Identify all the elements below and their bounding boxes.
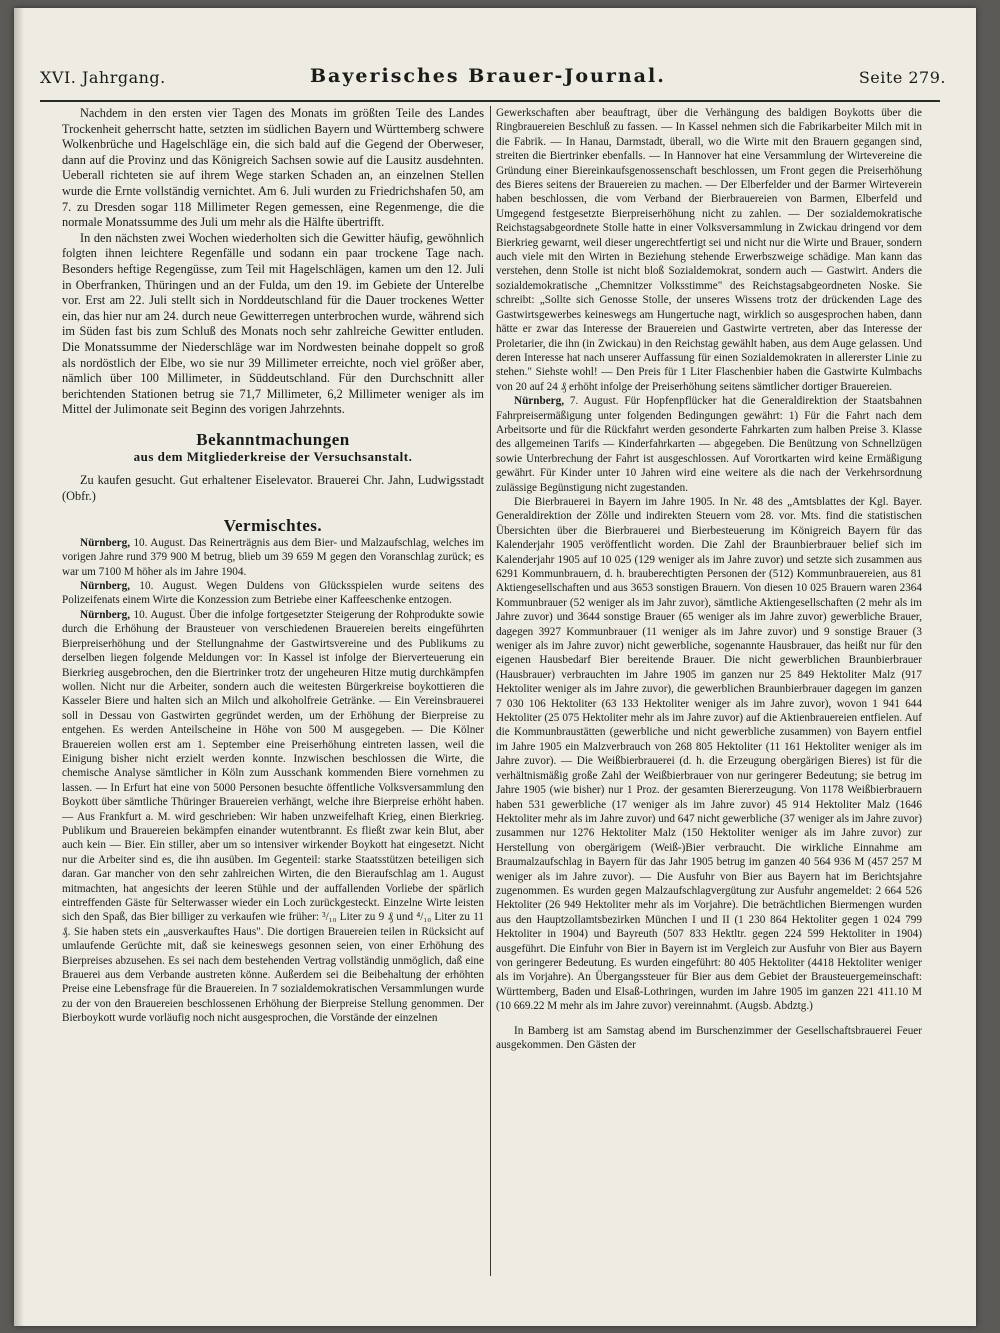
header-rule [40,100,940,102]
announcement-text: Zu kaufen gesucht. Gut erhaltener Eiselevator. Brauerei Chr. Jahn, Ludwigsstadt (Obfr.) [62,473,484,503]
newspaper-page [14,8,976,1326]
weather-paragraph-2: In den nächsten zwei Wochen wiederholten sich die Gewitter häufig, gewöhnlich folgten ihnen leichtere Regenfälle und sodann ein paar trockene Tage nach. Besonders heftige Regengüsse, zum Teil mit Hagelschlägen, kamen um den 12. Juli in Oberfranken, Thüringen und an der Fulda, um den 19. im Gebiete der Unterelbe vor. Erst am 22. Juli stellt sich in Norddeutschland für die Dauer trockenes Wetter ein, das hier nur am 24. durch neue Gewitterregen unterbrochen wurde, während sich im Süden fast bis zum Schluß des Monats noch sehr zahlreiche Gewitter entluden. Die Monatssumme der Niederschläge war im Nordwesten beinahe doppelt so groß als nordöstlich der Elbe, wo sie nur 39 Millimeter erreichte, noch viel größer aber, nämlich über 100 Millimeter, in Süddeutschland. Für den Durchschnitt aller berichtenden Stationen betrug sie 71,7 Millimeter, 6,2 Millimeter weniger als im Mittel der Julimonate seit Beginn des vorigen Jahrzehnts. [62,230,484,417]
news-item [496,394,922,495]
news-text: 10. August. Das Reinerträgnis aus dem Bier- und Malzaufschlag, welches im vorigen Jahre rund 379 900 M betrug, blieb um 39 659 M gegen den Voranschlag zurück; es war um 7100 M höher als im Jahre 1904. [62,536,484,578]
news-continuation: Gewerkschaften aber beauftragt, über die Verhängung des baldigen Boykotts über die Ringbrauereien Beschluß zu fassen. — In Kassel nehmen sich die Fabrikarbeiter Milch mit in die Fabrik. — In Hanau, Darmstadt, überall, wo die Wirte mit den Brauern gegangen sind, streiten die Biertrinker ebenfalls. — In Hannover hat eine Versammlung der Wirtevereine die Gründung einer Biereinkaufsgenossenschaft beschlossen, um Front gegen die Preiserhöhung des Bieres seitens der Brauereien zu machen. — Der Elberfelder und der Barmer Wirteverein haben beschlossen, die vom Verband der Bierbrauereien von Barmen, Elberfeld und Umgegend festgesetzte Bierpreiserhöhung nicht zu zahlen. — Der sozialdemokratische Reichstagsabgeordnete Stolle hatte in einer Volksversammlung in Zwickau dringend vor dem Bierkrieg gewarnt, weil dieser ungerechtfertigt sei und nicht nur die Wirte und Brauer, sondern auch viele mit den Wirten in Beziehung stehende Erwerbszweige schädige. Man kann das verstehen, denn Stolle ist nicht bloß Sozialdemokrat, sondern auch — Gastwirt. Anders die sozialdemokratische „Chemnitzer Volksstimme" des Reichstagsabgeordneten Noske. Sie schreibt: „Sollte sich Genosse Stolle, der unseres Wissens trotz der drückenden Lage des Gastwirtsgewerbes keineswegs am Hungertuche nagt, wirklich so ausgesprochen haben, dann hätte er zwar das Interesse der Brauereien und Gastwirte vertreten, aber das Interesse der Proletarier, die ihn (in Zwickau) in den Reichstag gewählt haben, aus dem Auge gelassen. Und deren Interesse hat nach unserer Auffassung für einen Sozialdemokraten in allererster Linie zu stehen." Siehste wohl! — Den Preis für 1 Liter Flaschenbier haben die Gastwirte Kulmbachs von 20 auf 24 ₰ erhöht infolge der Preiserhöhung seitens sämtlicher dortiger Brauereien. [496,107,922,393]
left-column [62,106,484,1276]
news-text: 10. August. Wegen Duldens von Glücksspielen wurde seitens des Polizeifenats einem Wirte die Konzession zum Betriebe einer Kaffeeschenke entzogen. [62,580,484,607]
dateline: Nürnberg, [80,608,131,621]
news-text: 7. August. Für Hopfenpflücker hat die Generaldirektion der Staatsbahnen Fahrpreisermäßigung unter folgenden Bedingungen gewährt: 1) Für die Fahrt nach dem Arbeitsorte und für die Rückfahrt werden gesonderte Fahrkarten zum halben Preise 3. Klasse des allgemeinen Tarifs — Kinderfahrkarten — abgegeben. Die Benützung von Schnellzügen sowie Unterbrechung der Fahrt ist ausgeschlossen. Auf Vorortkarten wird keine Ermäßigung gewährt. Für Kinder unter 10 Jahren wird eine weitere als die nach der Verkehrsordnung zulässige Begünstigung nicht zugestanden. [496,395,922,494]
page-header [40,65,946,98]
journal-title: Bayerisches Brauer-Journal. [310,65,666,87]
section-subheading: aus dem Mitgliederkreise der Versuchsanstalt. [133,449,413,465]
dateline: Nürnberg, [80,536,131,549]
section-heading-bekanntmachungen: Bekanntmachungen [196,429,350,449]
section-heading-vermischtes: Vermischtes. [223,516,323,536]
news-item [62,579,484,608]
column-divider [490,106,491,1276]
weather-paragraph-1: Nachdem in den ersten vier Tagen des Monats im größten Teile des Landes Trockenheit geherrscht hatte, setzten im südlichen Bayern und Württemberg schwere Wolkenbrüche und Hagelschläge ein, die sich bald auf die Gegend der Oberweser, dann auf die Provinz und das Königreich Sachsen sowie auf die Lausitz ausdehnten. Ueberall richteten sie auf ihrem Wege starken Schaden an, an einzelnen Stellen wurde die Ernte vollständig vernichtet. Am 6. Juli wurden zu Friedrichshafen 50, am 7. zu Dresden sogar 118 Millimeter Regen gemessen, eine Regenmenge, die die normale Monatssumme des Juli um mehr als die Hälfte übertrifft. [62,106,484,230]
bamberg-fire-paragraph: In Bamberg ist am Samstag abend im Burschenzimmer der Gesellschaftsbrauerei Feuer ausgekommen. Den Gästen der [496,1024,922,1051]
brewery-statistics-paragraph: Die Bierbrauerei in Bayern im Jahre 1905. In Nr. 48 des „Amtsblattes der Kgl. Bayer. Generaldirektion der Zölle und indirekten Steuern vom 28. vor. Mts. find die statistischen Übersichten über die Bierbrauerei und Bierbesteuerung im Königreich Bayern für das Kalenderjahr 1905 veröffentlicht worden. Die Zahl der Braunbierbrauer belief sich im Kalenderjahr 1905 auf 10 025 (129 weniger als im Jahre zuvor) und setzte sich zusammen aus 6291 Kommunbrauern, d. h. brauberechtigten Personen der (512) Kommunbrauereien, aus 81 Aktiengesellschaften und aus 3653 sonstigen Brauern. Von diesen 10 025 Brauern waren 2364 Kommunbrauer (52 weniger als im Jahr zuvor), sämtliche Aktiengesellschaften (2 mehr als im Jahre zuvor) und 3644 sonstige Brauer (65 weniger als im Jahre zuvor) gewerbliche Brauer, dagegen 3927 Kommunbrauer (11 weniger als im Jahre zuvor) und 9 sonstige Brauer (3 weniger als im Jahre zuvor) nicht gewerbliche, sogenannte Hausbrauer, das heißt nur für den eigenen Hausbedarf Bier bereitende Brauer. Die nicht gewerblichen Braunbierbrauer (Hausbrauer) verbrauchten im Jahre 1905 im ganzen nur 25 849 Hektoliter Malz (917 Hektoliter weniger als im Jahre zuvor), die gewerblichen Braunbierbrauer dagegen im ganzen 7 030 106 Hektoliter (63 133 Hektoliter weniger als im Jahre zuvor), wovon 1 941 644 Hektoliter (25 075 Hektoliter mehr als im Jahre zuvor) auf die Aktienbrauereien entfielen. Auf die Kommunbraustätten (gewerbliche und nicht gewerbliche zusammen) von Bayern entfiel im Jahre 1905 ein Malzverbrauch von 268 805 Hektoliter (11 161 Hektoliter weniger als im Jahre zuvor). — Die Weißbierbrauerei (d. h. die Erzeugung obergärigen Bieres) ist für die verhältnismäßig große Zahl der Weißbierbrauer von nur geringerer Bedeutung; sie betrug im Jahre 1905 (wie bisher) nur 1 Proz. der gesamten Biererzeugung. Von 1178 Weißbierbrauern haben 531 gewerbliche (17 weniger als im Jahre zuvor) 45 914 Hektoliter Malz (1646 Hektoliter mehr als im Jahre zuvor) und 647 nicht gewerbliche (37 weniger als im Jahre zuvor) zusammen nur 1276 Hektoliter Malz (150 Hektoliter weniger als im Jahre zuvor) zur Herstellung von obergärigem (Weiß-)Bier verbraucht. Die wirkliche Einnahme am Braumalzaufschlag in Bayern für das Jahr 1905 betrug im ganzen 40 564 936 M (457 257 M weniger als im Jahre zuvor). — Die Ausfuhr von Bier aus Bayern hat im Berichtsjahre zugenommen. Es wurden gegen Malzaufschlagvergütung zur Ausfuhr angemeldet: 2 664 526 Hektoliter (26 949 Hektoliter mehr als im Vorjahre). Die beträchtlichen Biermengen wurden aus den Hauptzollamtsbezirken München I und II (1 230 864 Hektoliter gegen 1 024 799 Hektoliter in 1904) und Bayreuth (507 833 Hektltr. gegen 224 599 Hektoliter in 1904) ausgeführt. Die Einfuhr von Bier in Bayern ist im Vergleich zur Ausfuhr von Bier aus Bayern von geringerer Bedeutung. Es wurden eingeführt: 80 405 Hektoliter (4418 Hektoliter weniger als im Vorjahre). An Übergangssteuer für Bier aus dem Gebiet der Brausteuergemeinschaft: Württemberg, Baden und Elsaß-Lothringen, wurden im Jahre 1905 im ganzen 221 411.10 M (10 669.22 M mehr als im Jahre zuvor) vereinnahmt. (Augsb. Abdztg.) [496,495,922,1013]
news-item [62,608,484,1026]
news-item [62,536,484,579]
dateline: Nürnberg, [80,580,131,593]
volume-label: XVI. Jahrgang. [40,68,166,87]
news-text: 10. August. Über die infolge fortgesetzter Steigerung der Rohprodukte sowie durch die Erhöhung der Brausteuer von verschiedenen Brauereien bereits eingeführten Bierpreiserhöhung und der Stellungnahme der Gastwirtsvereine und des Publikums zu derselben liegen folgende Meldungen vor: In Kassel ist infolge der Bierverteuerung ein Bierkrieg ausgebrochen, den die Biertrinker trotz der ungeheuren Hitze mutig durchkämpfen wollen. Nicht nur die Arbeiter, sondern auch die weitesten Bürgerkreise boykottieren die Kasseler Biere und halten sich an Milch und alkoholfreie Getränke. — Ein Vereinsbrauerei soll in Dessau von Gastwirten gegründet werden, um der Erhöhung der Bierpreise zu entgehen. Es werden Anteilscheine in Höhe von 500 M ausgegeben. — Die Kölner Brauereien wollen erst am 1. September eine Preiserhöhung eintreten lassen, weil die Einigung bisher nicht erzielt werden konnte. Inzwischen beschlossen die Wirte, die chemische Analyse sämtlicher in Köln zum Ausschank kommenden Biere vornehmen zu lassen. — In Erfurt hat eine von 5000 Personen besuchte öffentliche Volksversammlung den Boykott über sämtliche Thüringer Brauereien verhängt, welche ihre Bierpreise erhöht haben. — Aus Frankfurt a. M. wird geschrieben: Wir haben unzweifelhaft Krieg, einen Bierkrieg. Publikum und Brauereien bekämpfen einander wutentbrannt. Es fließt zwar kein Blut, aber auch kein — Bier. Ein stiller, aber um so intensiver wirkender Boykott hat eingesetzt. Nicht nur die Arbeiter sind es, die ihn ausüben. Im Gegenteil: starke Staatsstützen beteiligen sich daran. Gar mancher von den sehr zahlreichen Wirten, die den Bieraufschlag am 1. August mitmachten, hat angesichts der leeren Stühle und der auffallenden Vorliebe der spärlich eintreffenden Gäste für Selterwasser wieder ein Loch zurückgesteckt. Einzelne Wirte leisten sich den Spaß, das Bier billiger zu verkaufen wie früher: ³/₁₀ Liter zu 9 ₰ und ⁴/₁₀ Liter zu 11 ₰. Sie haben stets ein „ausverkauftes Haus". Die dortigen Brauereien teilen in Rücksicht auf umlaufende Gerüchte mit, daß sie keineswegs gesonnen seien, von einer Erhöhung des Bierpreises abzusehen. Es sei nach dem bestehenden Vertrag vollständig unmöglich, daß eine Brauerei aus dem Verbande austreten könne. Außerdem sei die Beibehaltung der erhöhten Preise eine Lebensfrage für die Brauereien. In 7 sozialdemokratischen Versammlungen wurde zu der von den Brauereien beschlossenen Erhöhung der Bierpreise Stellung genommen. Der Bierboykott wurde vorläufig noch nicht ausgesprochen, die Vorstände der einzelnen [62,608,484,1025]
right-column [496,106,922,1276]
dateline: Nürnberg, [514,395,565,408]
page-number: Seite 279. [858,68,946,87]
